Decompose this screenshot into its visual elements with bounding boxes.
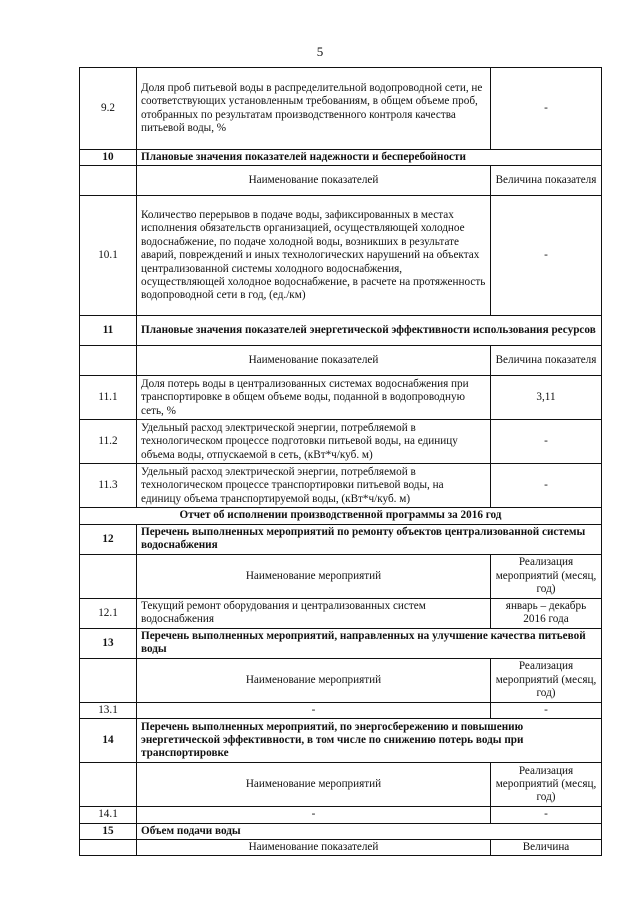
indicator-value: - <box>491 68 602 150</box>
section-row <box>80 150 602 166</box>
column-header-value: Величина <box>491 840 602 856</box>
header-row <box>80 840 602 856</box>
activity-name: - <box>137 807 491 823</box>
section-number: 13 <box>80 628 137 658</box>
row-number: 11.2 <box>80 420 137 464</box>
section-number: 14 <box>80 719 137 763</box>
section-number: 10 <box>80 150 137 166</box>
header-row <box>80 658 602 702</box>
column-header-value: Величина показателя <box>491 346 602 376</box>
header-row <box>80 346 602 376</box>
report-title: Отчет об исполнении производственной программы за 2016 год <box>80 508 602 524</box>
section-title: Перечень выполненных мероприятий по ремонту объектов централизованной системы водоснабжения <box>137 524 602 554</box>
table-row <box>80 702 602 718</box>
row-number: 10.1 <box>80 196 137 316</box>
row-number: 14.1 <box>80 807 137 823</box>
indicator-value: 3,11 <box>491 376 602 420</box>
column-header-name: Наименование мероприятий <box>137 554 491 598</box>
table-row <box>80 376 602 420</box>
table-row <box>80 68 602 150</box>
program-table <box>79 67 602 856</box>
report-row <box>80 508 602 524</box>
section-title: Плановые значения показателей энергетической эффективности использования ресурсов <box>137 316 602 346</box>
header-row <box>80 763 602 807</box>
indicator-value: - <box>491 196 602 316</box>
activity-date: - <box>491 702 602 718</box>
activity-date: - <box>491 807 602 823</box>
indicator-name: Удельный расход электрической энергии, потребляемой в технологическом процессе транспортировки питьевой воды, на единицу объема транспортируемой воды, (кВт*ч/куб. м) <box>137 464 491 508</box>
column-header-value: Реализация мероприятий (месяц, год) <box>491 554 602 598</box>
section-row <box>80 719 602 763</box>
section-row <box>80 316 602 346</box>
row-number: 11.3 <box>80 464 137 508</box>
table-row <box>80 807 602 823</box>
table-row <box>80 598 602 628</box>
column-header-name: Наименование мероприятий <box>137 763 491 807</box>
indicator-value: - <box>491 464 602 508</box>
indicator-name: Доля проб питьевой воды в распределительной водопроводной сети, не соответствующих установленным требованиям, в общем объеме проб, отобранных по результатам производственного контроля качества питьевой воды, % <box>137 68 491 150</box>
column-header-value: Реализация мероприятий (месяц, год) <box>491 763 602 807</box>
section-title: Объем подачи воды <box>137 823 602 839</box>
section-title: Плановые значения показателей надежности и бесперебойности <box>137 150 602 166</box>
column-header-value: Величина показателя <box>491 166 602 196</box>
row-number: 11.1 <box>80 376 137 420</box>
row-number: 9.2 <box>80 68 137 150</box>
section-number: 11 <box>80 316 137 346</box>
activity-name: - <box>137 702 491 718</box>
table-row <box>80 464 602 508</box>
indicator-name: Количество перерывов в подаче воды, зафиксированных в местах исполнения обязательств организацией, осуществляющей холодное водоснабжение, по подаче холодной воды, возникших в результате аварий, повреждений и иных технологических нарушений на объектах централизованной системы холодного водоснабжения, осуществляющей холодное водоснабжение, в расчете на протяженность водопроводной сети в год, (ед./км) <box>137 196 491 316</box>
column-header-value: Реализация мероприятий (месяц, год) <box>491 658 602 702</box>
indicator-value: - <box>491 420 602 464</box>
activity-date: январь – декабрь 2016 года <box>491 598 602 628</box>
column-header-name: Наименование показателей <box>137 166 491 196</box>
row-number: 13.1 <box>80 702 137 718</box>
header-row <box>80 554 602 598</box>
section-row <box>80 823 602 839</box>
section-title: Перечень выполненных мероприятий, по энергосбережению и повышению энергетической эффективности, в том числе по снижению потерь воды при транспортировке <box>137 719 602 763</box>
section-row <box>80 628 602 658</box>
column-header-name: Наименование показателей <box>137 840 491 856</box>
indicator-name: Доля потерь воды в централизованных системах водоснабжения при транспортировке в общем объеме воды, поданной в водопроводную сеть, % <box>137 376 491 420</box>
section-title: Перечень выполненных мероприятий, направленных на улучшение качества питьевой воды <box>137 628 602 658</box>
column-header-name: Наименование мероприятий <box>137 658 491 702</box>
page-number: 5 <box>316 44 324 59</box>
row-number: 12.1 <box>80 598 137 628</box>
section-row <box>80 524 602 554</box>
table-row <box>80 196 602 316</box>
section-number: 12 <box>80 524 137 554</box>
indicator-name: Удельный расход электрической энергии, потребляемой в технологическом процессе подготовки питьевой воды, на единицу объема воды, отпускаемой в сеть, (кВт*ч/куб. м) <box>137 420 491 464</box>
section-number: 15 <box>80 823 137 839</box>
activity-name: Текущий ремонт оборудования и централизованных систем водоснабжения <box>137 598 491 628</box>
header-row <box>80 166 602 196</box>
table-row <box>80 420 602 464</box>
column-header-name: Наименование показателей <box>137 346 491 376</box>
